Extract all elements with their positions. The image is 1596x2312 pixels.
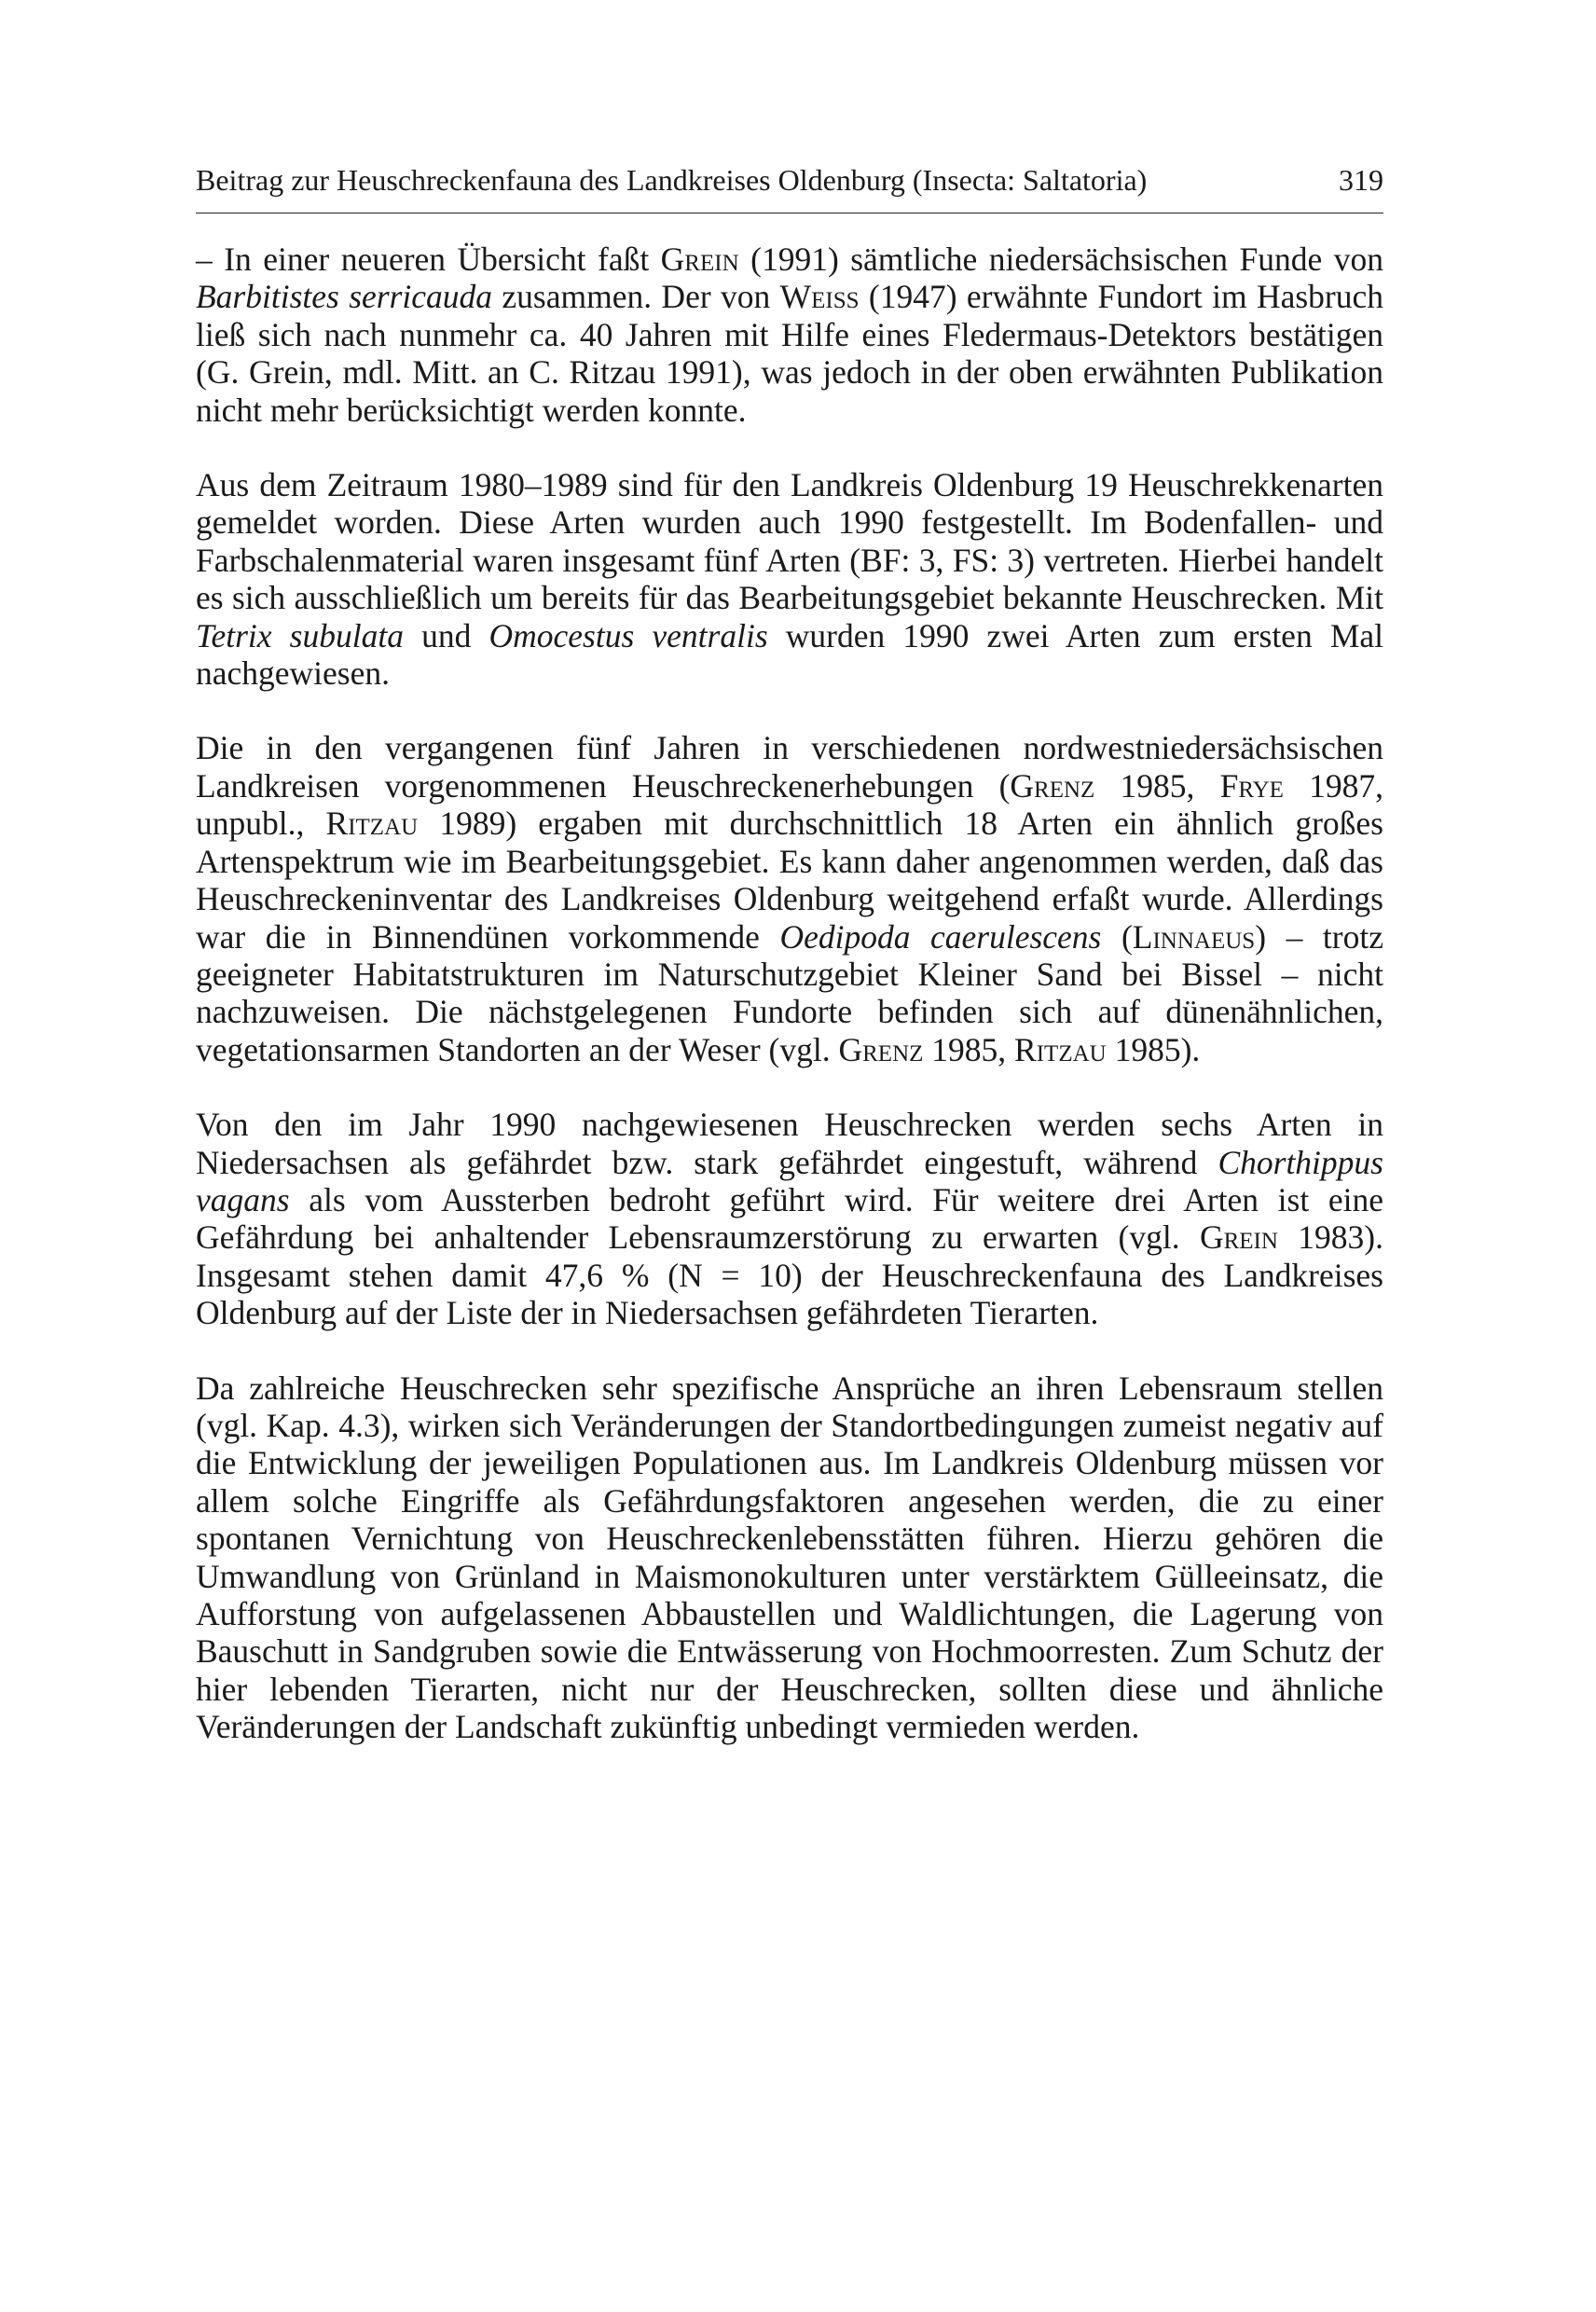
body-text [196, 241, 1383, 1783]
species-name: Tetrix subulata [196, 616, 404, 654]
text-run: zusammen. Der von [492, 278, 780, 316]
text-run: und [403, 616, 489, 654]
text-run: (1947) erwähnte Fundort im Hasbruch ließ sich nach nunmehr ca. 40 Jahren mit Hilfe eines Fledermaus-Detektors bestätigen (G. Grein, mdl. Mitt. an C. Ritzau 1991), was jedoch in der oben erwähnten Publikation nicht mehr berücksichtigt werden konnte. [196, 278, 1383, 429]
text-run: Von den im Jahr 1990 nachgewiesenen Heuschrecken werden sechs Arten in Niedersachsen als gefährdet bzw. stark gefährdet eingestuft, während [196, 1106, 1383, 1181]
page-number: 319 [1339, 163, 1383, 197]
author-name: Frye [1219, 766, 1284, 805]
text-run: Da zahlreiche Heuschrecken sehr spezifische Ansprüche an ihren Lebensraum stellen (vgl. Kap. 4.3), wirken sich Veränderungen der Standortbedingungen zumeist negativ auf die Entwicklung der jeweiligen Populationen aus. Im Landkreis Oldenburg müssen vor allem solche Eingriffe als Gefährdungsfaktoren angesehen werden, die zu einer spontanen Vernichtung von Heuschreckenlebensstätten führen. Hierzu gehören die Umwandlung von Grünland in Maismonokulturen unter verstärktem Gülleeinsatz, die Aufforstung von aufgelassenen Abbaustellen und Waldlichtungen, die Lagerung von Bauschutt in Sandgruben sowie die Entwässerung von Hochmoorresten. Zum Schutz der hier lebenden Tierarten, nicht nur der Heuschrecken, sollten diese und ähnliche Veränderungen der Landschaft zukünftig unbedingt vermieden werden. [196, 1369, 1383, 1746]
author-name: Grein [660, 241, 739, 278]
text-run: als vom Aussterben bedroht geführt wird. Für weitere drei Arten ist eine Gefährdung bei anhaltender Lebensraumzerstörung zu erwarten (vgl. [196, 1180, 1383, 1257]
text-run: – In einer neueren Übersicht faßt [196, 241, 661, 278]
paragraph-5 [196, 1369, 1383, 1746]
text-run: 1987, unpubl., [196, 766, 1384, 843]
author-name: Linnaeus [1132, 917, 1256, 956]
text-run: 1985, [1094, 766, 1220, 805]
species-name: Barbitistes serricauda [196, 278, 493, 316]
species-name: Oedipoda caerulescens [779, 917, 1102, 956]
running-title: Beitrag zur Heuschreckenfauna des Landkreises Oldenburg (Insecta: Saltatoria) [196, 163, 1148, 197]
author-name: Grenz [838, 1030, 924, 1068]
author-name: Weiss [779, 278, 860, 316]
text-run: 1985, [923, 1030, 1015, 1068]
paragraph-1 [196, 241, 1383, 429]
text-run: (1991) sämtliche niedersächsischen Funde von [738, 241, 1383, 278]
paragraph-2 [196, 466, 1383, 692]
text-run: 1983). Insgesamt stehen damit 47,6 % (N = 10) der Heuschreckenfauna des Landkreises Oldenburg auf der Liste der in Niedersachsen gefährdeten Tierarten. [196, 1218, 1383, 1332]
paragraph-3 [196, 729, 1383, 1068]
paragraph-4 [196, 1106, 1383, 1331]
author-name: Ritzau [1014, 1030, 1107, 1068]
text-run: wurden 1990 zwei Arten zum ersten Mal nachgewiesen. [196, 616, 1384, 693]
text-run: 1985). [1106, 1030, 1201, 1068]
author-name: Grenz [1010, 766, 1095, 805]
text-run: ( [1101, 917, 1133, 956]
text-run: Die in den vergangenen fünf Jahren in verschiedenen nordwestniedersächsischen Landkreisen vorgenommenen Heuschreckenerhebungen ( [196, 729, 1383, 805]
author-name: Ritzau [325, 805, 419, 843]
species-name: Omocestus ventralis [488, 616, 768, 654]
text-run: Aus dem Zeitraum 1980–1989 sind für den Landkreis Oldenburg 19 Heuschrekkenarten gemeldet worden. Diese Arten wurden auch 1990 festgestellt. Im Bodenfallen- und Farbschalenmaterial waren insgesamt fünf Arten (BF: 3, FS: 3) vertreten. Hierbei handelt es sich ausschließlich um bereits für das Bearbeitungsgebiet bekannte Heuschrecken. Mit [196, 466, 1383, 617]
text-run: 1989) ergaben mit durchschnittlich 18 Arten ein ähnlich großes Artenspektrum wie im Bearbeitungsgebiet. Es kann daher angenommen werden, daß das Heuschreckeninventar des Landkreises Oldenburg weitgehend erfaßt wurde. Allerdings war die in Binnendünen vorkommende [196, 805, 1383, 956]
running-header [196, 158, 1383, 201]
author-name: Grein [1199, 1218, 1278, 1257]
species-name: Chorthippus vagans [196, 1143, 1383, 1218]
text-run: ) – trotz geeigneter Habitatstrukturen im Naturschutzgebiet Kleiner Sand bei Bissel – nicht nachzuweisen. Die nächstgelegenen Fundorte befinden sich auf dünenähnlichen, vegetationsarmen Standorten an der Weser (vgl. [196, 917, 1383, 1068]
